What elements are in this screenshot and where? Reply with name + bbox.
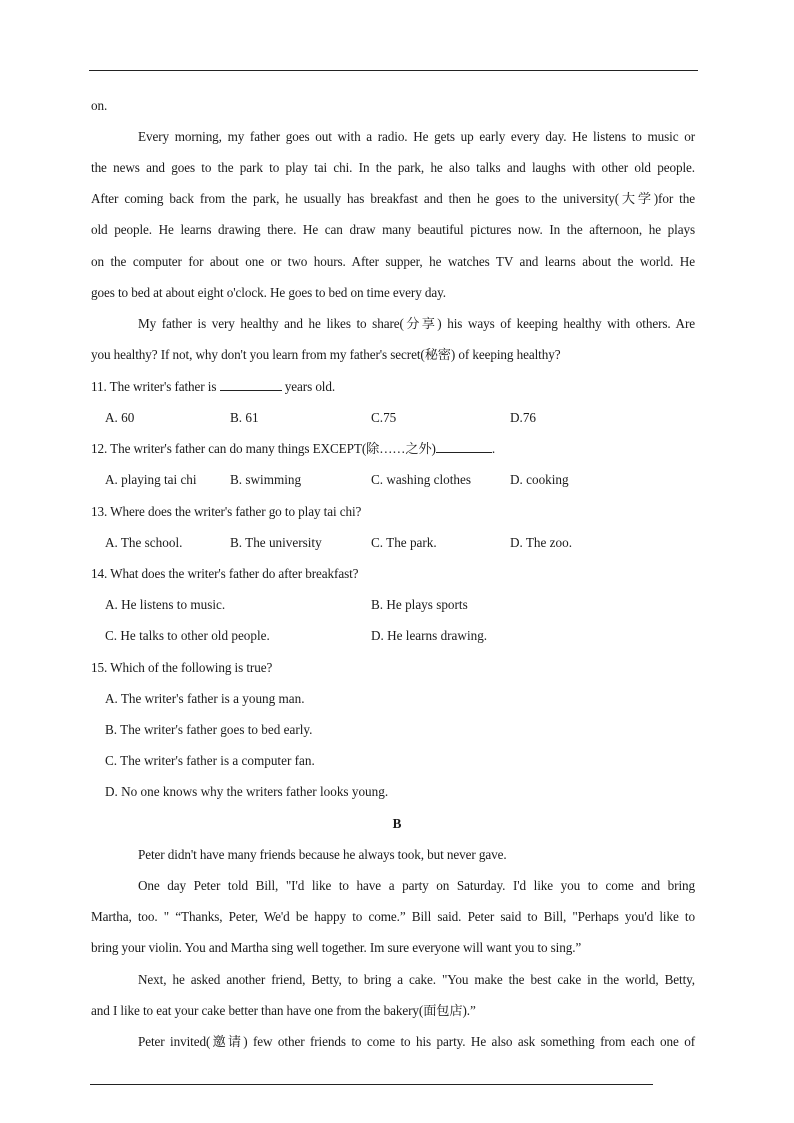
passage-line: on the computer for about one or two hours. After supper, he watches TV and learns about the world. He (91, 254, 695, 269)
option-b[interactable]: B. swimming (230, 472, 302, 487)
passage-line: Peter didn't have many friends because he always took, but never gave. (138, 847, 507, 862)
option-a[interactable]: A. playing tai chi (105, 472, 197, 487)
option-a[interactable]: A. He listens to music. (105, 597, 226, 612)
option-c[interactable]: C. washing clothes (371, 472, 471, 487)
passage-line: you healthy? If not, why don't you learn from my father's secret(秘密) of keeping healthy? (91, 347, 561, 362)
question-stem-end: . (491, 441, 496, 456)
option-d[interactable]: D. The zoo. (510, 535, 573, 550)
passage-line: Martha, too. " “Thanks, Peter, We'd be happy to come.” Bill said. Peter said to Bill, "Perhaps you'd like to (91, 909, 695, 924)
question-stem: 12. The writer's father can do many things EXCEPT(除……之外) (91, 441, 436, 456)
question-stem-end: years old. (284, 379, 336, 394)
option-a[interactable]: A. The school. (105, 535, 183, 550)
question-stem: 11. The writer's father is (91, 379, 217, 394)
option-c[interactable]: C. The writer's father is a computer fan. (105, 753, 315, 768)
option-a[interactable]: A. The writer's father is a young man. (105, 691, 305, 706)
question-11 (91, 378, 695, 396)
answer-blank[interactable] (220, 378, 282, 391)
footer-rule (90, 1084, 653, 1085)
passage-line: Every morning, my father goes out with a radio. He gets up early every day. He listens to music or (138, 129, 695, 144)
option-b[interactable]: B. 61 (230, 410, 259, 425)
passage-line: old people. He learns drawing there. He can draw many beautiful pictures now. In the afternoon, he plays (91, 222, 695, 237)
option-d[interactable]: D.76 (510, 410, 537, 425)
passage-line: and I like to eat your cake better than have one from the bakery(面包店).” (91, 1003, 476, 1018)
header-rule (89, 70, 698, 71)
option-d[interactable]: D. No one knows why the writers father looks young. (105, 784, 389, 799)
passage-line: Next, he asked another friend, Betty, to bring a cake. "You make the best cake in the world, Betty, (138, 972, 695, 987)
question-12 (91, 440, 695, 458)
option-c[interactable]: C.75 (371, 410, 397, 425)
option-b[interactable]: B. The university (230, 535, 322, 550)
question-14: 14. What does the writer's father do after breakfast? (91, 566, 359, 581)
passage-line: One day Peter told Bill, "I'd like to have a party on Saturday. I'd like you to come and bring (138, 878, 695, 893)
question-13: 13. Where does the writer's father go to play tai chi? (91, 504, 362, 519)
passage-line: bring your violin. You and Martha sing well together. Im sure everyone will want you to sing.” (91, 940, 582, 955)
option-c[interactable]: C. The park. (371, 535, 437, 550)
passage-line: My father is very healthy and he likes to share(分享) his ways of keeping healthy with others. Are (138, 316, 695, 331)
answer-blank[interactable] (436, 440, 492, 453)
passage-line: After coming back from the park, he usually has breakfast and then he goes to the university(大学)for the (91, 191, 695, 206)
option-b[interactable]: B. He plays sports (371, 597, 468, 612)
option-b[interactable]: B. The writer's father goes to bed early. (105, 722, 313, 737)
option-d[interactable]: D. cooking (510, 472, 569, 487)
option-c[interactable]: C. He talks to other old people. (105, 628, 270, 643)
section-heading: B (392, 816, 402, 831)
option-a[interactable]: A. 60 (105, 410, 135, 425)
option-d[interactable]: D. He learns drawing. (371, 628, 488, 643)
question-15: 15. Which of the following is true? (91, 660, 273, 675)
passage-line: on. (91, 98, 108, 113)
passage-line: the news and goes to the park to play tai chi. In the park, he also talks and laughs with other old people. (91, 160, 695, 175)
passage-line: Peter invited(邀请) few other friends to come to his party. He also ask something from each one of (138, 1034, 695, 1049)
passage-line: goes to bed at about eight o'clock. He goes to bed on time every day. (91, 285, 446, 300)
